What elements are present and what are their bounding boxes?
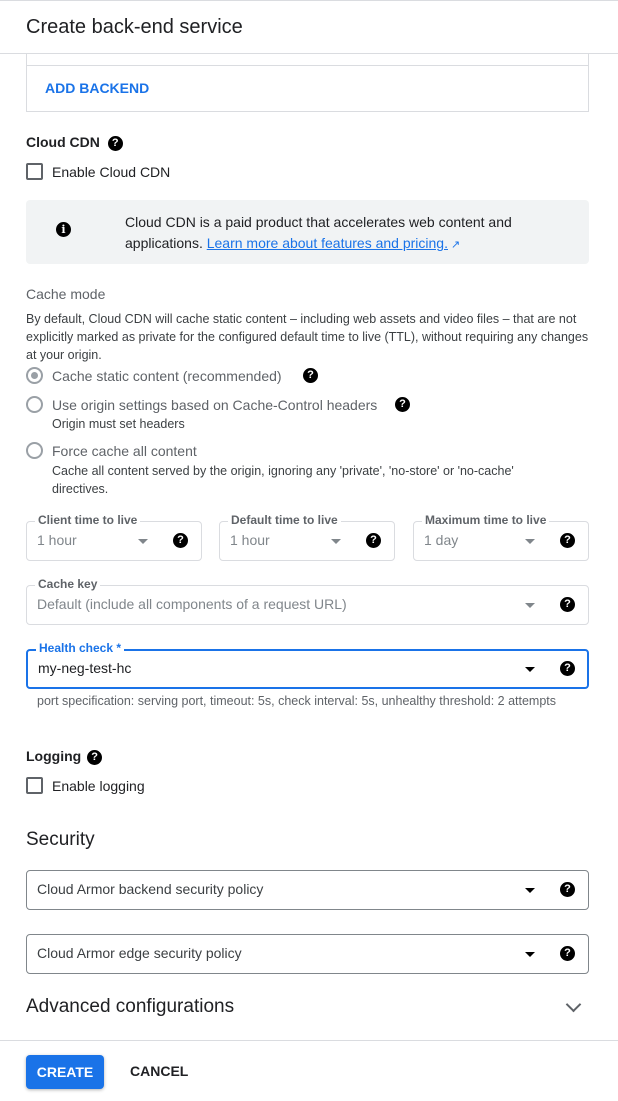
field-value: Cloud Armor backend security policy [37,881,264,897]
help-icon[interactable]: ? [560,946,575,961]
field-label: Cache key [35,577,100,591]
health-check-select[interactable] [26,641,589,689]
enable-logging-checkbox[interactable] [26,777,43,794]
field-label: Health check * [36,641,124,655]
dropdown-arrow-icon [525,539,535,544]
field-value: 1 hour [37,532,77,548]
max-ttl-select[interactable] [413,513,589,561]
radio-label: Cache static content (recommended) [52,368,282,384]
help-icon[interactable]: ? [560,597,575,612]
cdn-info-banner [26,200,589,264]
field-label: Client time to live [35,513,140,527]
field-label: Default time to live [228,513,341,527]
dropdown-arrow-icon [525,603,535,608]
radio-cache-static[interactable] [26,367,43,384]
page-title: Create back-end service [26,16,243,38]
help-icon[interactable]: ? [395,397,410,412]
advanced-configurations-toggle[interactable]: Advanced configurations [26,996,235,1017]
field-value: Cloud Armor edge security policy [37,945,242,961]
cache-mode-title: Cache mode [26,286,106,302]
chevron-down-icon[interactable] [566,997,582,1013]
default-ttl-select[interactable] [219,513,395,561]
radio-label: Force cache all content [52,443,197,459]
radio-label: Use origin settings based on Cache-Control headers [52,397,378,413]
help-icon[interactable]: ? [87,750,102,765]
field-label: Maximum time to live [422,513,549,527]
radio-hint: Cache all content served by the origin, ignoring any 'private', 'no-store' or 'no-cache' directives. [52,464,514,496]
divider [27,65,588,66]
client-ttl-select[interactable] [26,513,202,561]
dropdown-arrow-icon [525,888,535,893]
cache-mode-description: By default, Cloud CDN will cache static content – including web assets and video files – that are not explicitly marked as private for the configured default time to live (TTL), without requiring any changes at your origin. [26,312,589,362]
radio-origin-settings[interactable] [26,396,43,413]
dialog-footer [0,1040,618,1101]
field-value: my-neg-test-hc [38,660,132,676]
external-link-icon: ↗ [447,239,461,251]
help-icon[interactable]: ? [366,533,381,548]
create-button[interactable]: CREATE [26,1055,104,1089]
field-value: 1 day [424,532,459,548]
cloud-cdn-title: Cloud CDN [26,134,100,150]
enable-cdn-checkbox[interactable] [26,163,43,180]
dropdown-arrow-icon [138,539,148,544]
radio-force-cache[interactable] [26,442,43,459]
help-icon[interactable]: ? [560,661,575,676]
backends-panel [26,54,589,112]
field-value: Default (include all components of a request URL) [37,596,347,612]
help-icon[interactable]: ? [108,136,123,151]
field-value: 1 hour [230,532,270,548]
help-icon[interactable]: ? [173,533,188,548]
edge-security-policy-select[interactable] [26,934,589,974]
dropdown-arrow-icon [331,539,341,544]
help-icon[interactable]: ? [560,533,575,548]
security-title: Security [26,829,95,850]
enable-cdn-label: Enable Cloud CDN [52,164,171,180]
cancel-button[interactable]: CANCEL [130,1063,189,1079]
learn-more-link[interactable]: Learn more about features and pricing. [206,235,448,251]
backend-security-policy-select[interactable] [26,870,589,910]
logging-title: Logging [26,748,82,764]
health-check-hint: port specification: serving port, timeout: 5s, check interval: 5s, unhealthy threshold: 2 attempts [37,694,557,708]
help-icon[interactable]: ? [303,368,318,383]
radio-hint: Origin must set headers [52,417,185,431]
cache-key-select[interactable] [26,577,589,625]
info-text: Cloud CDN is a paid product that accelerates web content and applications. [125,214,512,251]
help-icon[interactable]: ? [560,882,575,897]
dropdown-arrow-icon [525,667,535,672]
dropdown-arrow-icon [525,952,535,957]
add-backend-button[interactable]: ADD BACKEND [45,80,150,96]
enable-logging-label: Enable logging [52,778,145,794]
dialog-header [0,0,618,54]
info-icon: i [56,222,71,237]
